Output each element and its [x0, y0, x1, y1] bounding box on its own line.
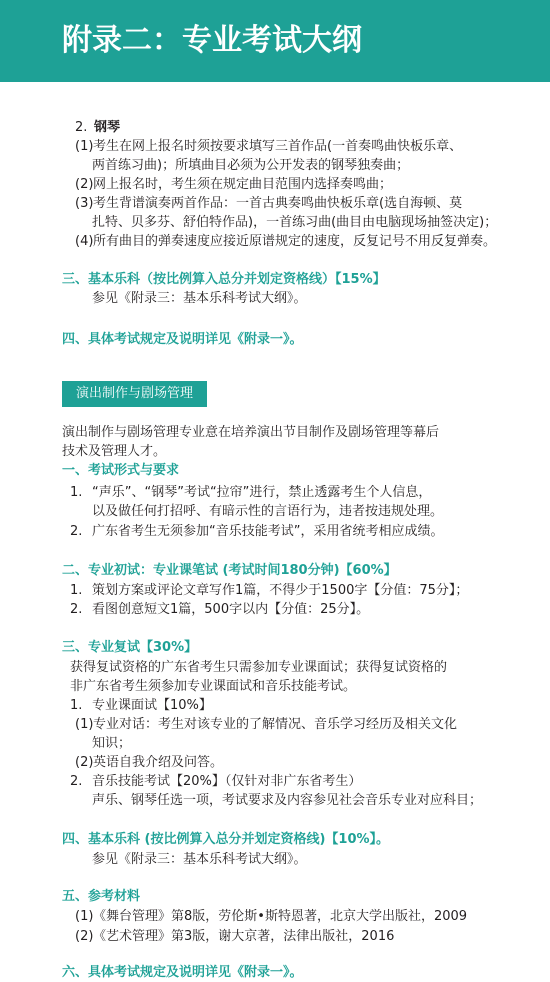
page-header	[0, 0, 550, 82]
item-number: (1)	[75, 717, 94, 732]
document-body	[0, 118, 550, 982]
list-item	[0, 715, 550, 734]
section-heading: 二、专业初试：专业课笔试 (考试时间180分钟)【60%】	[62, 563, 397, 578]
list-item	[0, 232, 550, 251]
item-number: (2)	[75, 929, 94, 944]
paragraph-line: 非广东省考生须参加专业课面试和音乐技能考试。	[70, 679, 357, 694]
item-number: (3)	[75, 196, 94, 211]
item-text: 专业课面试【10%】	[92, 698, 212, 713]
item-text: 考生背谱演奏两首作品：一首古典奏鸣曲快板乐章(选自海顿、莫	[93, 196, 463, 211]
item-text: 《舞台管理》第8版，劳伦斯•斯特恩著，北京大学出版社，2009	[93, 909, 468, 924]
section-heading: 六、具体考试规定及说明详见《附录一》。	[62, 965, 303, 980]
section-heading: 一、考试形式与要求	[62, 463, 180, 478]
item-text-continued: 扎特、贝多芬、舒伯特作品)，一首练习曲(曲目由电脑现场抽签决定)；	[92, 215, 498, 230]
list-item	[0, 753, 550, 772]
item-text: 网上报名时，考生须在规定曲目范围内选择奏鸣曲；	[93, 177, 393, 192]
piano-number: 2.	[75, 120, 88, 135]
item-text: “声乐”、“钢琴”考试“拉帘”进行，禁止透露考生个人信息，	[92, 485, 432, 500]
piano-title: 钢琴	[94, 120, 121, 135]
item-number: 1.	[70, 485, 83, 500]
reference-text: 参见《附录三：基本乐科考试大纲》。	[92, 291, 307, 306]
references-section	[0, 887, 550, 946]
item-text: 专业对话：考生对该专业的了解情况、音乐学习经历及相关文化	[93, 717, 458, 732]
sub-heading	[0, 696, 550, 715]
item-number: (2)	[75, 755, 94, 770]
item-number: 2.	[70, 774, 83, 789]
major-intro	[0, 423, 550, 461]
section-heading: 五、参考材料	[62, 889, 141, 904]
list-item	[0, 522, 550, 541]
major-tag: 演出制作与剧场管理	[62, 381, 207, 407]
section-heading: 三、基本乐科（按比例算入总分并划定资格线）【15%】	[62, 272, 386, 287]
piano-heading	[0, 118, 550, 137]
item-text: 考生在网上报名时须按要求填写三首作品(一首奏鸣曲快板乐章、	[93, 139, 463, 154]
exam-form-section	[0, 461, 550, 541]
item-number: (4)	[75, 234, 94, 249]
list-item	[0, 581, 550, 600]
item-text: 策划方案或评论文章写作1篇，不得少于1500字【分值：75分】；	[92, 583, 469, 598]
item-number: (1)	[75, 909, 94, 924]
item-text-continued: 以及做任何打招呼、有暗示性的言语行为，违者按违规处理。	[92, 504, 444, 519]
paragraph-line: 演出制作与剧场管理专业意在培养演出节目制作及剧场管理等幕后	[62, 425, 440, 440]
list-item	[0, 907, 550, 926]
basic-theory-section	[0, 830, 550, 869]
list-item	[0, 927, 550, 946]
section-heading: 四、具体考试规定及说明详见《附录一》。	[62, 332, 303, 347]
item-text-continued: 两首练习曲)；所填曲目必须为公开发表的钢琴独奏曲；	[92, 158, 410, 173]
item-text: 《艺术管理》第3版，谢大京著，法律出版社，2016	[93, 929, 395, 944]
page-title: 附录二：专业考试大纲	[62, 23, 362, 58]
preliminary-section	[0, 561, 550, 619]
item-text-continued: 知识；	[92, 736, 132, 751]
item-number: 2.	[70, 524, 83, 539]
list-item	[0, 137, 550, 156]
section-heading: 四、基本乐科 (按比例算入总分并划定资格线)【10%】。	[62, 832, 390, 847]
item-text: 广东省考生无须参加“音乐技能考试”，采用省统考相应成绩。	[92, 524, 444, 539]
item-text: 所有曲目的弹奏速度应接近原谱规定的速度，反复记号不用反复弹奏。	[93, 234, 497, 249]
list-item	[0, 175, 550, 194]
section-heading: 三、专业复试【30%】	[62, 640, 198, 655]
item-number: 1.	[70, 583, 83, 598]
item-number: (2)	[75, 177, 94, 192]
item-text: 看图创意短文1篇，500字以内【分值：25分】。	[92, 602, 370, 617]
item-number: (1)	[75, 139, 94, 154]
list-item	[0, 600, 550, 619]
basic-theory-section	[0, 270, 550, 308]
reference-text: 参见《附录三：基本乐科考试大纲》。	[92, 852, 307, 867]
item-number: 1.	[70, 698, 83, 713]
item-text: 英语自我介绍及问答。	[93, 755, 224, 770]
paragraph-line: 声乐、钢琴任选一项，考试要求及内容参见社会音乐专业对应科目；	[92, 793, 483, 808]
list-item	[0, 483, 550, 502]
paragraph-line: 技术及管理人才。	[62, 444, 167, 459]
item-number: 2.	[70, 602, 83, 617]
retest-section	[0, 638, 550, 810]
item-text: 音乐技能考试【20%】（仅针对非广东省考生）	[92, 774, 362, 789]
piano-section	[0, 118, 550, 251]
list-item	[0, 194, 550, 213]
sub-heading	[0, 772, 550, 791]
paragraph-line: 获得复试资格的广东省考生只需参加专业课面试；获得复试资格的	[70, 660, 448, 675]
